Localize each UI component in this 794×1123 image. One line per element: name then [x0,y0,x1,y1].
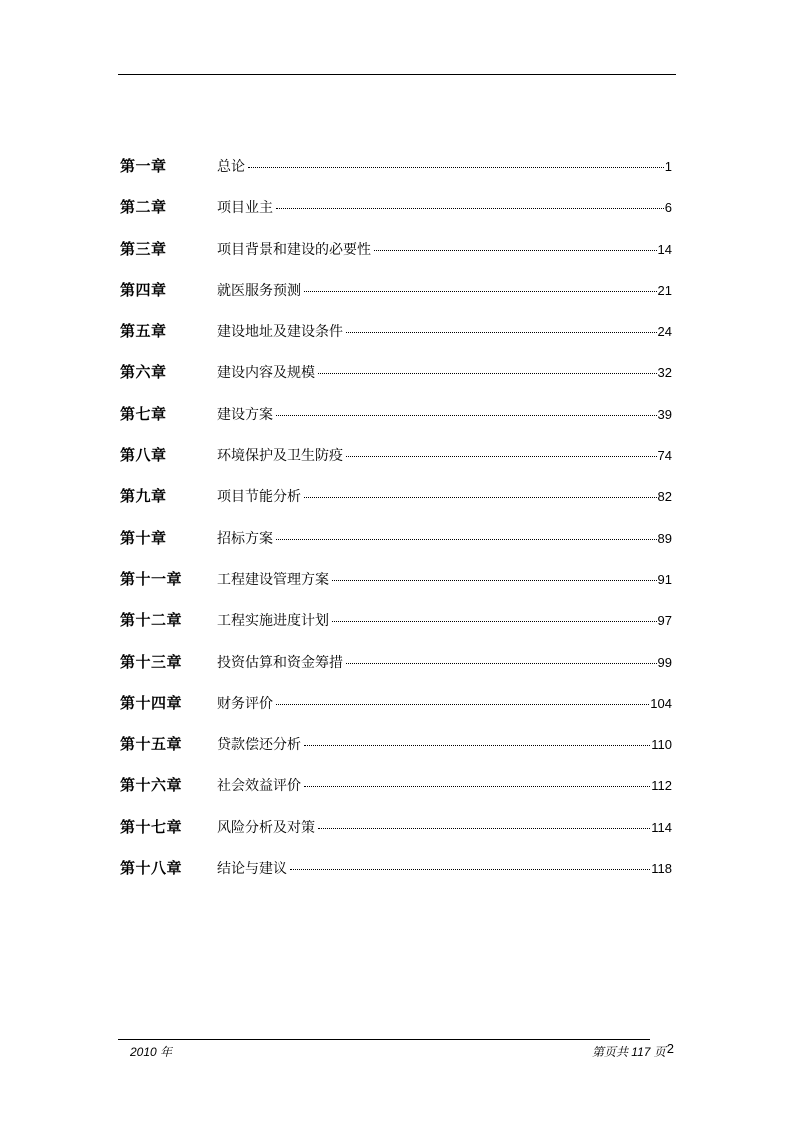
toc-page-number: 118 [651,861,672,877]
toc-entry[interactable] [120,192,672,233]
toc-dot-leader [318,828,650,829]
toc-title: 总论 [217,159,245,175]
toc-entry[interactable] [120,151,672,192]
toc-dot-leader [304,786,650,787]
toc-page-number: 112 [651,778,672,794]
toc-dot-leader [276,539,657,540]
toc-page-number: 97 [657,613,672,629]
footer-page-text: 第页共 117 页 [591,1045,666,1059]
toc-page-number: 21 [657,282,672,298]
toc-entry[interactable] [120,812,672,853]
footer-page-number: 2 [666,1041,674,1056]
toc-entry[interactable] [120,234,672,275]
toc-dot-leader [304,291,657,292]
toc-chapter-label: 第十七章 [120,817,183,836]
toc-title: 贷款偿还分析 [217,737,301,754]
toc-chapter-label: 第九章 [120,487,167,506]
toc-chapter-label: 第八章 [120,446,167,465]
toc-entry[interactable] [120,729,672,770]
toc-chapter-label: 第六章 [120,363,167,382]
toc-entry[interactable] [120,523,672,564]
toc-title: 工程实施进度计划 [217,613,329,630]
toc-entry[interactable] [120,316,672,357]
toc-page-number: 14 [657,241,672,257]
footer-year: 2010 年 [130,1045,173,1059]
toc-title: 建设方案 [217,406,273,423]
toc-chapter-label: 第三章 [120,239,167,258]
toc-page-number: 110 [651,737,672,753]
toc-dot-leader [346,456,657,457]
toc-page-number: 74 [657,448,672,464]
toc-title: 工程建设管理方案 [217,571,329,588]
toc-entry[interactable] [120,275,672,316]
toc-dot-leader [304,745,650,746]
toc-page-number: 89 [657,530,672,546]
toc-page-number: 82 [657,489,672,505]
toc-title: 风险分析及对策 [217,819,315,836]
toc-dot-leader [374,250,657,251]
toc-chapter-label: 第四章 [120,280,167,299]
toc-entry[interactable] [120,399,672,440]
toc-chapter-label: 第十四章 [120,693,183,712]
toc-title: 环境保护及卫生防疫 [217,448,343,465]
footer-rule [118,1039,650,1040]
toc-entry[interactable] [120,481,672,522]
toc-chapter-label: 第五章 [120,322,167,341]
toc-page-number: 39 [657,406,672,422]
toc-page-number: 104 [650,695,672,711]
toc-entry[interactable] [120,853,672,894]
toc-entry[interactable] [120,357,672,398]
table-of-contents [120,151,672,894]
toc-page-number: 114 [651,819,672,835]
toc-chapter-label: 第十一章 [120,569,183,588]
toc-page-number: 99 [657,654,672,670]
toc-entry[interactable] [120,605,672,646]
toc-chapter-label: 第十章 [120,528,167,547]
toc-chapter-label: 第十三章 [120,652,183,671]
toc-page-number: 91 [657,571,672,587]
toc-chapter-label: 第七章 [120,404,167,423]
header-rule [118,74,676,75]
toc-chapter-label: 第二章 [120,198,167,217]
toc-dot-leader [276,208,664,209]
toc-page-number: 24 [657,324,672,340]
toc-dot-leader [276,415,657,416]
toc-title: 财务评价 [217,695,273,712]
toc-title: 投资估算和资金筹措 [217,654,343,671]
toc-entry[interactable] [120,688,672,729]
toc-title: 项目背景和建设的必要性 [217,241,371,258]
toc-page-number: 1 [664,159,672,174]
toc-chapter-label: 第十五章 [120,735,183,754]
toc-page-number: 32 [657,365,672,381]
toc-title: 建设内容及规模 [217,365,315,382]
toc-dot-leader [332,580,657,581]
toc-chapter-label: 第十八章 [120,859,183,878]
toc-title: 结论与建议 [217,861,287,878]
toc-dot-leader [346,663,657,664]
toc-page-number: 6 [664,200,672,216]
toc-dot-leader [332,621,657,622]
toc-title: 招标方案 [217,530,273,547]
footer-page-info [592,1041,674,1060]
toc-title: 项目节能分析 [217,489,301,506]
toc-entry[interactable] [120,440,672,481]
toc-dot-leader [290,869,650,870]
toc-title: 建设地址及建设条件 [217,324,343,341]
toc-entry[interactable] [120,564,672,605]
toc-chapter-label: 第一章 [120,157,167,175]
toc-title: 就医服务预测 [217,282,301,299]
toc-dot-leader [346,332,657,333]
toc-dot-leader [248,167,664,168]
toc-title: 社会效益评价 [217,778,301,795]
toc-title: 项目业主 [217,200,273,217]
toc-entry[interactable] [120,770,672,811]
toc-dot-leader [276,704,649,705]
toc-dot-leader [304,497,657,498]
toc-chapter-label: 第十六章 [120,776,183,795]
toc-chapter-label: 第十二章 [120,611,183,630]
toc-dot-leader [318,373,657,374]
toc-entry[interactable] [120,647,672,688]
